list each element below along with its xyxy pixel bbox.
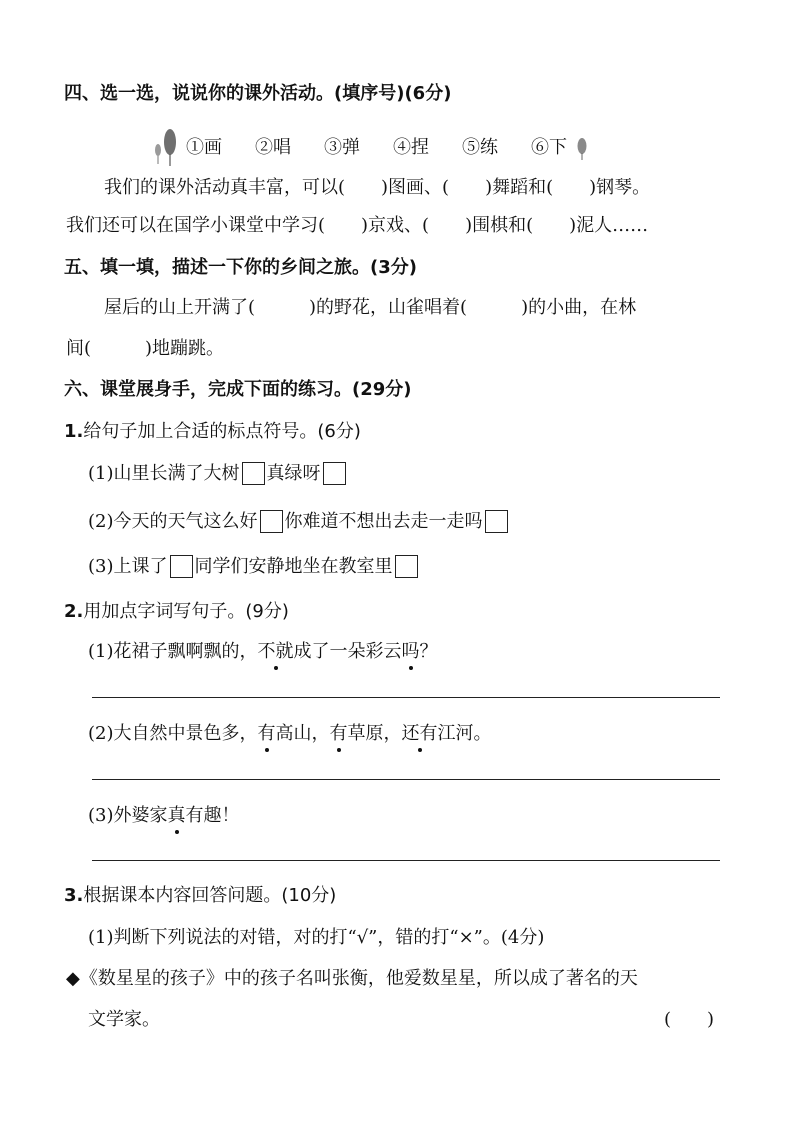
answer-box[interactable] bbox=[395, 555, 418, 578]
dotted-word: 还有 bbox=[401, 723, 438, 744]
option-6: ⑥下 bbox=[531, 137, 567, 158]
judgment-answer-paren[interactable]: ( ) bbox=[664, 1009, 715, 1030]
statement-line-1: ◆《数星星的孩子》中的孩子名叫张衡，他爱数星星，所以成了著名的天 bbox=[66, 968, 638, 989]
option-4: ④捏 bbox=[393, 137, 429, 158]
sentence-text: (2)大自然中景色多， bbox=[88, 723, 258, 744]
question-2-number: 2. bbox=[64, 601, 84, 622]
section-6-heading: 六、课堂展身手，完成下面的练习。(29分) bbox=[64, 379, 412, 400]
section-5-text-line-1: 屋后的山上开满了( )的野花，山雀唱着( )的小曲，在林 bbox=[104, 297, 637, 318]
option-5: ⑤练 bbox=[462, 137, 498, 158]
dotted-word: 吗 bbox=[401, 641, 420, 662]
answer-line[interactable] bbox=[92, 779, 720, 780]
section-5-text-line-2: 间( )地蹦跳。 bbox=[66, 338, 225, 359]
option-1: ①画 bbox=[186, 137, 222, 158]
question-2-text: 用加点字词写句子。(9分) bbox=[83, 601, 289, 622]
section-4-text-line-1: 我们的课外活动真丰富，可以( )图画、( )舞蹈和( )钢琴。 bbox=[104, 177, 651, 198]
dotted-word: 不就 bbox=[257, 641, 294, 662]
answer-box[interactable] bbox=[170, 555, 193, 578]
sentence-text: (3)外婆家 bbox=[88, 805, 168, 826]
sentence-text: 有趣！ bbox=[185, 805, 240, 826]
punctuation-item-3 bbox=[88, 555, 420, 579]
answer-box[interactable] bbox=[323, 462, 346, 485]
question-3-number: 3. bbox=[64, 885, 84, 906]
sentence-text: 成了一朵彩云 bbox=[293, 641, 402, 662]
answer-line[interactable] bbox=[92, 860, 720, 861]
section-4-heading: 四、选一选，说说你的课外活动。(填序号)(6分) bbox=[64, 83, 452, 104]
question-2-title bbox=[64, 600, 289, 624]
sentence-text: (1)花裙子飘啊飘的， bbox=[88, 641, 258, 662]
answer-box[interactable] bbox=[242, 462, 265, 485]
option-2: ②唱 bbox=[255, 137, 291, 158]
punctuation-item-2-part-b: 你难道不想出去走一走吗 bbox=[284, 511, 483, 532]
punctuation-item-1-part-b: 真绿呀 bbox=[266, 463, 321, 484]
answer-box[interactable] bbox=[260, 510, 283, 533]
question-1-number: 1. bbox=[64, 421, 84, 442]
punctuation-item-2-part-a: (2)今天的天气这么好 bbox=[88, 511, 258, 532]
statement-line-2: 文学家。 bbox=[88, 1009, 160, 1030]
punctuation-item-1 bbox=[88, 462, 348, 486]
dotted-word: 真 bbox=[167, 805, 186, 826]
sentence-2-1 bbox=[88, 640, 438, 664]
dotted-word: 有 bbox=[257, 723, 276, 744]
question-3-title bbox=[64, 884, 336, 908]
punctuation-item-2 bbox=[88, 510, 510, 534]
sentence-text: 江河。 bbox=[437, 723, 492, 744]
section-4-text-line-2: 我们还可以在国学小课堂中学习( )京戏、( )围棋和( )泥人…… bbox=[66, 215, 649, 236]
answer-box[interactable] bbox=[485, 510, 508, 533]
leaf-icon bbox=[575, 134, 589, 162]
sentence-text: 高山， bbox=[275, 723, 330, 744]
answer-line[interactable] bbox=[92, 697, 720, 698]
sentence-2-3 bbox=[88, 804, 240, 828]
question-1-text: 给句子加上合适的标点符号。(6分) bbox=[83, 421, 361, 442]
dotted-word: 有 bbox=[329, 723, 348, 744]
punctuation-item-1-part-a: (1)山里长满了大树 bbox=[88, 463, 240, 484]
sentence-2-2 bbox=[88, 722, 492, 746]
sentence-text: ？ bbox=[419, 641, 438, 662]
question-1-title bbox=[64, 420, 361, 444]
question-3-sub-1: (1)判断下列说法的对错，对的打“√”，错的打“×”。(4分) bbox=[88, 927, 545, 948]
options-row bbox=[150, 128, 589, 168]
punctuation-item-3-part-b: 同学们安静地坐在教室里 bbox=[194, 556, 393, 577]
leaf-icon bbox=[150, 128, 182, 168]
option-3: ③弹 bbox=[324, 137, 360, 158]
section-5-heading: 五、填一填，描述一下你的乡间之旅。(3分) bbox=[64, 257, 417, 278]
sentence-text: 草原， bbox=[347, 723, 402, 744]
question-3-text: 根据课本内容回答问题。(10分) bbox=[83, 885, 337, 906]
punctuation-item-3-part-a: (3)上课了 bbox=[88, 556, 168, 577]
